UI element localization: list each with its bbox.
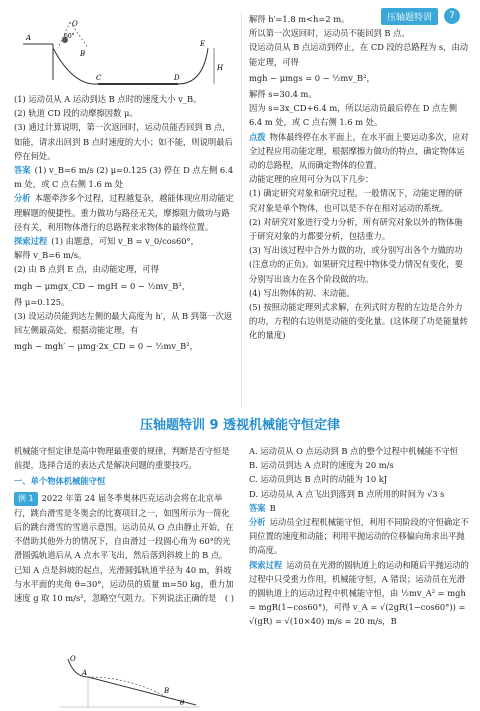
ski-jump-figure xyxy=(60,655,200,709)
option-d: D. 运动员从 A 点飞出到落到 B 点所用的时间为 √3 s xyxy=(249,488,445,499)
label-theta: θ xyxy=(180,699,185,707)
analysis-tag: 分析 xyxy=(14,193,31,204)
lower-right-column xyxy=(249,444,469,629)
explore-step-2b: 得 μ=0.125。 xyxy=(14,296,70,307)
label-e: E xyxy=(200,40,206,48)
result-3: 设运动员从 B 点运动到停止，在 CD 段的总路程为 s，由动能定理，可得 xyxy=(249,42,469,67)
explore-step-2: (2) 由 B 点到 E 点，由动能定理，可得 xyxy=(14,264,159,275)
explore-text-2: 运动员在光滑的圆轨道上的运动和随后平抛运动的过程中只受重力作用，机械能守恒，A 错误；运动员在光滑的圆轨道上的运动过程中机械能守恒，由 ½mv_A² = mgh = mgR(1−cos60°)，可得 v_A = √(2gR(1−cos60°)) = √(gR) = √(10×40) m/s = 20 m/s，B xyxy=(249,559,469,627)
track-figure xyxy=(18,18,228,88)
answer-tag-2: 答案 xyxy=(249,502,266,513)
answer-tag: 答案 xyxy=(14,165,31,176)
label-o2: O xyxy=(70,655,76,663)
question-1: (1) 运动员从 A 运动到达 B 点时的速度大小 v_B。 xyxy=(14,94,202,104)
explore-tag-2: 探索过程 xyxy=(249,559,283,570)
label-a: A xyxy=(26,34,32,42)
explore-step-1: (1) 由题意，可知 v_B = v_0/cos60°， xyxy=(51,236,199,247)
result-5: 因为 s=3x_CD+6.4 m，所以运动员最后停在 D 点左侧 6.4 m 处，或 C 点右侧 1.6 m 处。 xyxy=(249,103,457,128)
track-curve xyxy=(53,48,208,84)
label-h: H xyxy=(217,64,224,72)
question-3: (3) 通过计算说明，第一次返回时，运动员能否回到 B 点，如能，请求出回到 B 点时速度的大小；如不能，则说明最后停在何处。 xyxy=(14,122,233,161)
tip-tag: 点拨 xyxy=(249,131,266,142)
option-a: A. 运动员从 O 点运动到 B 点的整个过程中机械能不守恒 xyxy=(249,446,458,456)
tip-2: 动能定理的应用可分为以下几步： xyxy=(249,174,374,185)
explore-step-1b: 解得 v_B=6 m/s。 xyxy=(14,250,87,261)
example-text: 2022 年第 24 届冬季奥林匹克运动会将在北京举行，跳台滑雪是冬奥会的比赛项目之一，如图所示为一简化后的跳台滑雪的雪道示意图。运动员从 O 点由静止开始，在不借助其他外力的情况下，自由滑过一段圆心角为 60°的光滑圆弧轨道后从 A 点水平飞出，然后落到斜坡上的 B 点。已知 A 点是斜坡的起点，光滑圆弧轨道半径为 40 m，斜坡与水平面的夹角 θ=30°，运动员的质量 m=50 kg，重力加速度 g 取 10 m/s²，忽略空气阻力。下列说法正确的是 xyxy=(14,492,234,604)
column-divider xyxy=(241,12,242,407)
explore-step-3: (3) 设运动员能到达左侧的最大高度为 h′，从 B 到第一次返回左侧最高处，根据动能定理，有 xyxy=(14,311,233,336)
label-b2: B xyxy=(164,687,170,695)
answer-text-2: B xyxy=(269,502,276,513)
label-o: O xyxy=(72,20,78,28)
answer-blank: ( ) xyxy=(224,593,234,604)
analysis-text-2: 运动员全过程机械能守恒，利用不同阶段的守恒确定不同位置的速度和动能；利用平抛运动的位移偏向角求出平抛的高度。 xyxy=(249,517,469,556)
example-tag: 例 1 xyxy=(14,492,38,506)
option-c: C. 运动员到达 B 点时的动能为 10 kJ xyxy=(249,474,388,485)
label-d: D xyxy=(174,74,180,82)
label-b: B xyxy=(80,50,86,58)
label-c: C xyxy=(96,74,102,82)
tip-6: (4) 写出物体的初、末动能。 xyxy=(249,287,355,298)
banner-title: 压轴题特训 9 透视机械能守恒定律 xyxy=(139,418,341,433)
option-b: B. 运动员到达 A 点时的速度为 20 m/s xyxy=(249,460,394,471)
tip-5: (3) 写出该过程中合外力做的功，或分别写出各个力做的功(注意功的正负)。如果研究过程中物体受力情况有变化，要分别写出该力在各个阶段做的功。 xyxy=(249,245,463,284)
section-banner xyxy=(0,414,480,436)
intro-text: 机械能守恒定律是高中物理最重要的规律，判断是否守恒是前提，选择合适的表达式是解决问题的重要技巧。 xyxy=(14,446,230,471)
tip-4: (2) 对研究对象进行受力分析，所有研究对象以外的物体施于研究对象的力都要分析，包括重力。 xyxy=(249,216,463,242)
page-number: 7 xyxy=(444,8,460,24)
right-column xyxy=(249,12,469,343)
label-a2: A xyxy=(82,669,88,677)
header-title: 压轴题特训 xyxy=(381,8,438,25)
question-2: (2) 轨道 CD 段的动摩擦因数 μ。 xyxy=(14,108,138,119)
tip-3: (1) 确定研究对象和研究过程。一般情况下，动能定理的研究对象是单个物体，也可以是不存在相对运动的系统。 xyxy=(249,188,463,213)
left-column xyxy=(14,92,234,356)
result-4: 解得 s=30.4 m。 xyxy=(249,89,317,100)
label-angle: 60° xyxy=(64,33,75,40)
tip-7: (5) 按照动能定理列式求解，在列式时方程的左边是合外力的功，方程的右边则是动能的变化量。(这体现了功是能量转化的量度) xyxy=(249,302,468,341)
tip-text: 物体最终停在水平面上，在水平面上要运动多次，应对全过程应用动能定理，根据摩擦力做功的特点，确定物体运动的总路程，从而确定物体的位置。 xyxy=(249,131,469,171)
explore-tag: 探索过程 xyxy=(14,236,48,247)
result-1: 解得 h′=1.8 m<h=2 m。 xyxy=(249,14,350,24)
equation-2: mgh − μmgx_CD − mgH = 0 − ½mv_B²， xyxy=(14,280,190,291)
equation-3: mgh − mgh′ − μmg·2x_CD = 0 − ½mv_B²， xyxy=(14,341,198,352)
lower-left-column xyxy=(14,444,234,605)
result-2: 所以第一次返回时，运动员不能回到 B 点。 xyxy=(249,28,410,39)
equation-r: mgh − μmgs = 0 − ½mv_B²， xyxy=(249,72,375,83)
subsection-heading: 一、单个物体机械能守恒 xyxy=(14,476,106,487)
answer-text: (1) v_B=6 m/s (2) μ=0.125 (3) 停在 D 点左侧 6.4 m 处，或 C 点右侧 1.6 m 处 xyxy=(14,165,234,190)
analysis-text: 本题牵涉多个过程，过程越复杂，越能体现应用动能定理解题的便捷性。重力做功与路径无关，摩擦阻力做功与路径有关，利用物体滑行的总路程来求物体的最终位置。 xyxy=(14,193,234,232)
analysis-tag-2: 分析 xyxy=(249,517,266,528)
